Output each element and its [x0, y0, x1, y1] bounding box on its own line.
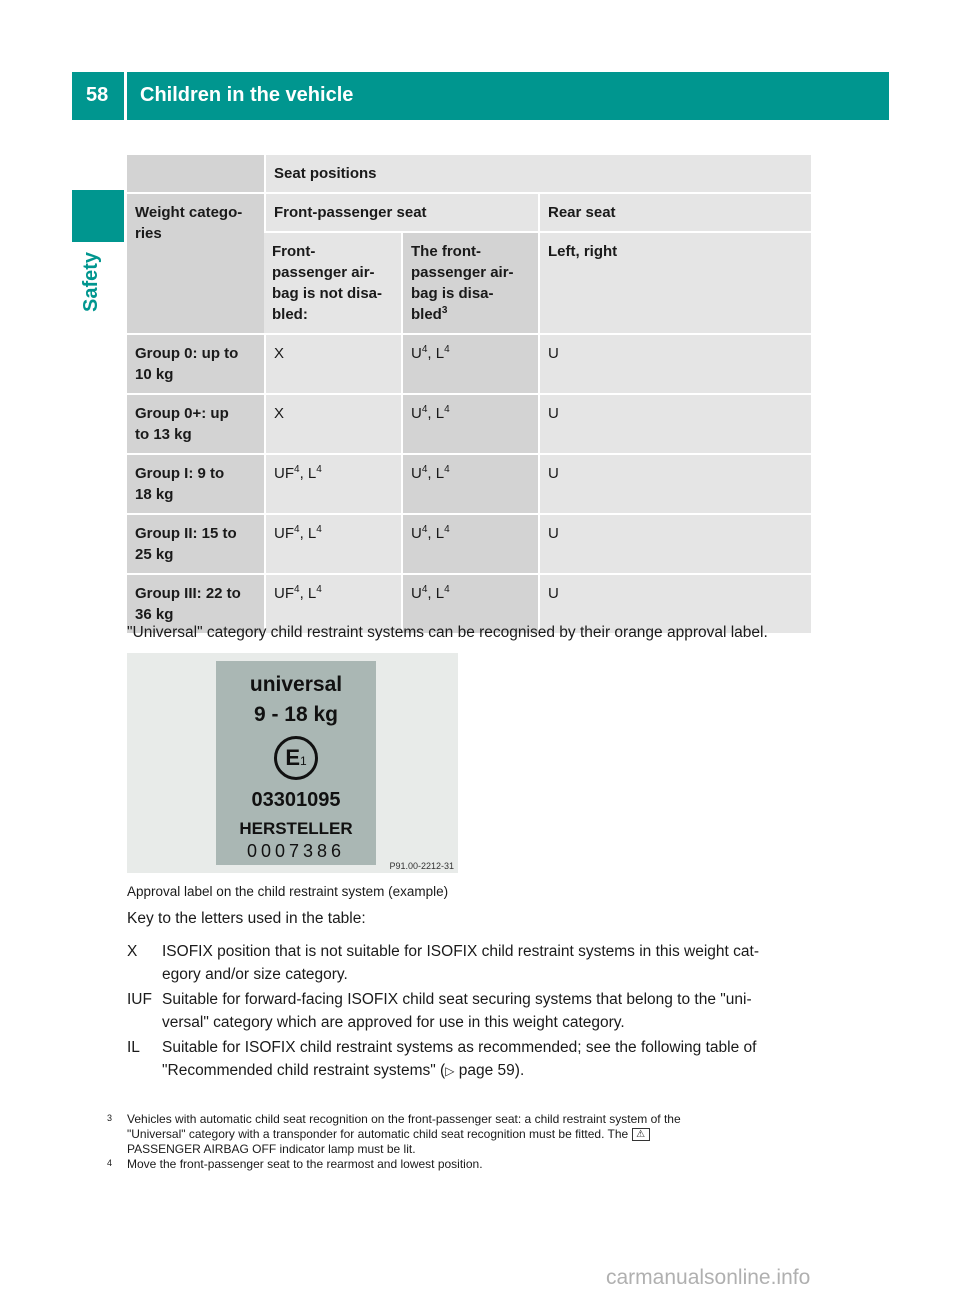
table-row [127, 455, 811, 515]
seat-positions-table [127, 155, 811, 635]
rear-left-right-heading: Left, right [538, 233, 811, 335]
footnote-text: Move the front-passenger seat to the rearmost and lowest position. [127, 1157, 483, 1171]
group-cell: Group I: 9 to 18 kg [127, 455, 264, 515]
footnote-text: Vehicles with automatic child seat recognition on the front-passenger seat: a child restraint system of the "Universal" category with a transponder for automatic child seat recognition must be fitted. The ⚠ PASSENGER AIRBAG OFF indicator lamp must be lit. [127, 1112, 681, 1156]
value-cell: $UF^4$, $L^4$ [264, 575, 401, 635]
group-cell: Group 0+: up to 13 kg [127, 395, 264, 455]
header-divider [124, 72, 127, 120]
list-item [127, 1036, 817, 1083]
list-item [127, 988, 817, 1034]
footnotes [107, 1112, 827, 1172]
value-cell: U [538, 335, 811, 395]
table-row [127, 395, 811, 455]
value-cell: X [264, 395, 401, 455]
group-cell: Group III: 22 to 36 kg [127, 575, 264, 635]
value-cell: $UF^4$, $L^4$ [264, 455, 401, 515]
key-description: Suitable for forward-facing ISOFIX child seat securing systems that belong to the "uni- versal" category which are approved for use in this weight category. [162, 991, 752, 1031]
value-cell: $U^4$, $L^4$ [401, 395, 538, 455]
airbag-off-icon: ⚠ [632, 1128, 650, 1141]
figure-reference: P91.00-2212-31 [389, 861, 454, 871]
key-letter: IL [127, 1039, 140, 1056]
label-manufacturer: HERSTELLER [239, 819, 353, 838]
value-cell: X [264, 335, 401, 395]
value-cell: U [538, 395, 811, 455]
rear-seat-heading: Rear seat [538, 194, 811, 233]
group-cell: Group 0: up to 10 kg [127, 335, 264, 395]
key-intro: Key to the letters used in the table: [127, 910, 366, 927]
approval-label-figure [127, 653, 458, 873]
watermark: carmanualsonline.info [606, 1266, 811, 1289]
value-cell: U [538, 455, 811, 515]
label-weight-range: 9 - 18 kg [253, 703, 339, 726]
airbag-enabled-heading: Front- passenger air- bag is not disa- bled: [264, 233, 401, 335]
key-letter: IUF [127, 991, 152, 1008]
page-reference-link[interactable]: page 59). [454, 1062, 525, 1079]
table-row [127, 515, 811, 575]
list-item [127, 940, 817, 986]
figure-caption: Approval label on the child restraint system (example) [127, 884, 449, 899]
footnote [107, 1112, 827, 1157]
table-header-row [127, 194, 811, 233]
side-tab-label: Safety [80, 251, 102, 312]
label-category: universal [249, 673, 343, 696]
value-cell: $U^4$, $L^4$ [401, 335, 538, 395]
table-header-row [127, 155, 811, 194]
weight-categories-heading: Weight catego- ries [127, 194, 264, 335]
key-letter: X [127, 943, 138, 960]
value-cell: $U^4$, $L^4$ [401, 575, 538, 635]
approval-label-card [216, 661, 376, 865]
label-serial-number: 0007386 [246, 841, 346, 861]
table-row [127, 335, 811, 395]
airbag-disabled-heading: The front- passenger air- bag is disa- bled$^3$ [401, 233, 538, 335]
front-passenger-seat-heading: Front-passenger seat [264, 194, 538, 233]
key-description: ISOFIX position that is not suitable for ISOFIX child restraint systems in this weight cat- egory and/or size category. [162, 943, 759, 983]
value-cell: U [538, 515, 811, 575]
value-cell: $U^4$, $L^4$ [401, 515, 538, 575]
universal-category-text: "Universal" category child restraint systems can be recognised by their orange approval label. [127, 624, 768, 641]
value-cell: $U^4$, $L^4$ [401, 455, 538, 515]
page-reference-arrow-icon: ▷ [445, 1064, 455, 1078]
label-approval-number: 03301095 [251, 789, 341, 811]
value-cell: $UF^4$, $L^4$ [264, 515, 401, 575]
footnote [107, 1157, 827, 1172]
value-cell: U [538, 575, 811, 635]
e-mark-icon: E1 [274, 736, 318, 780]
table-corner-cell [127, 155, 264, 194]
footnote-number: 3 [107, 1113, 113, 1123]
footnote-number: 4 [107, 1158, 113, 1168]
seat-positions-heading: Seat positions [264, 155, 811, 194]
key-description: Suitable for ISOFIX child restraint systems as recommended; see the following table of "Recommended child restraint systems" (▷ page 59). [162, 1039, 757, 1079]
page-title: Children in the vehicle [140, 84, 354, 106]
page-number: 58 [86, 84, 109, 106]
group-cell: Group II: 15 to 25 kg [127, 515, 264, 575]
key-list [127, 940, 817, 1085]
side-tab-block [72, 190, 124, 242]
